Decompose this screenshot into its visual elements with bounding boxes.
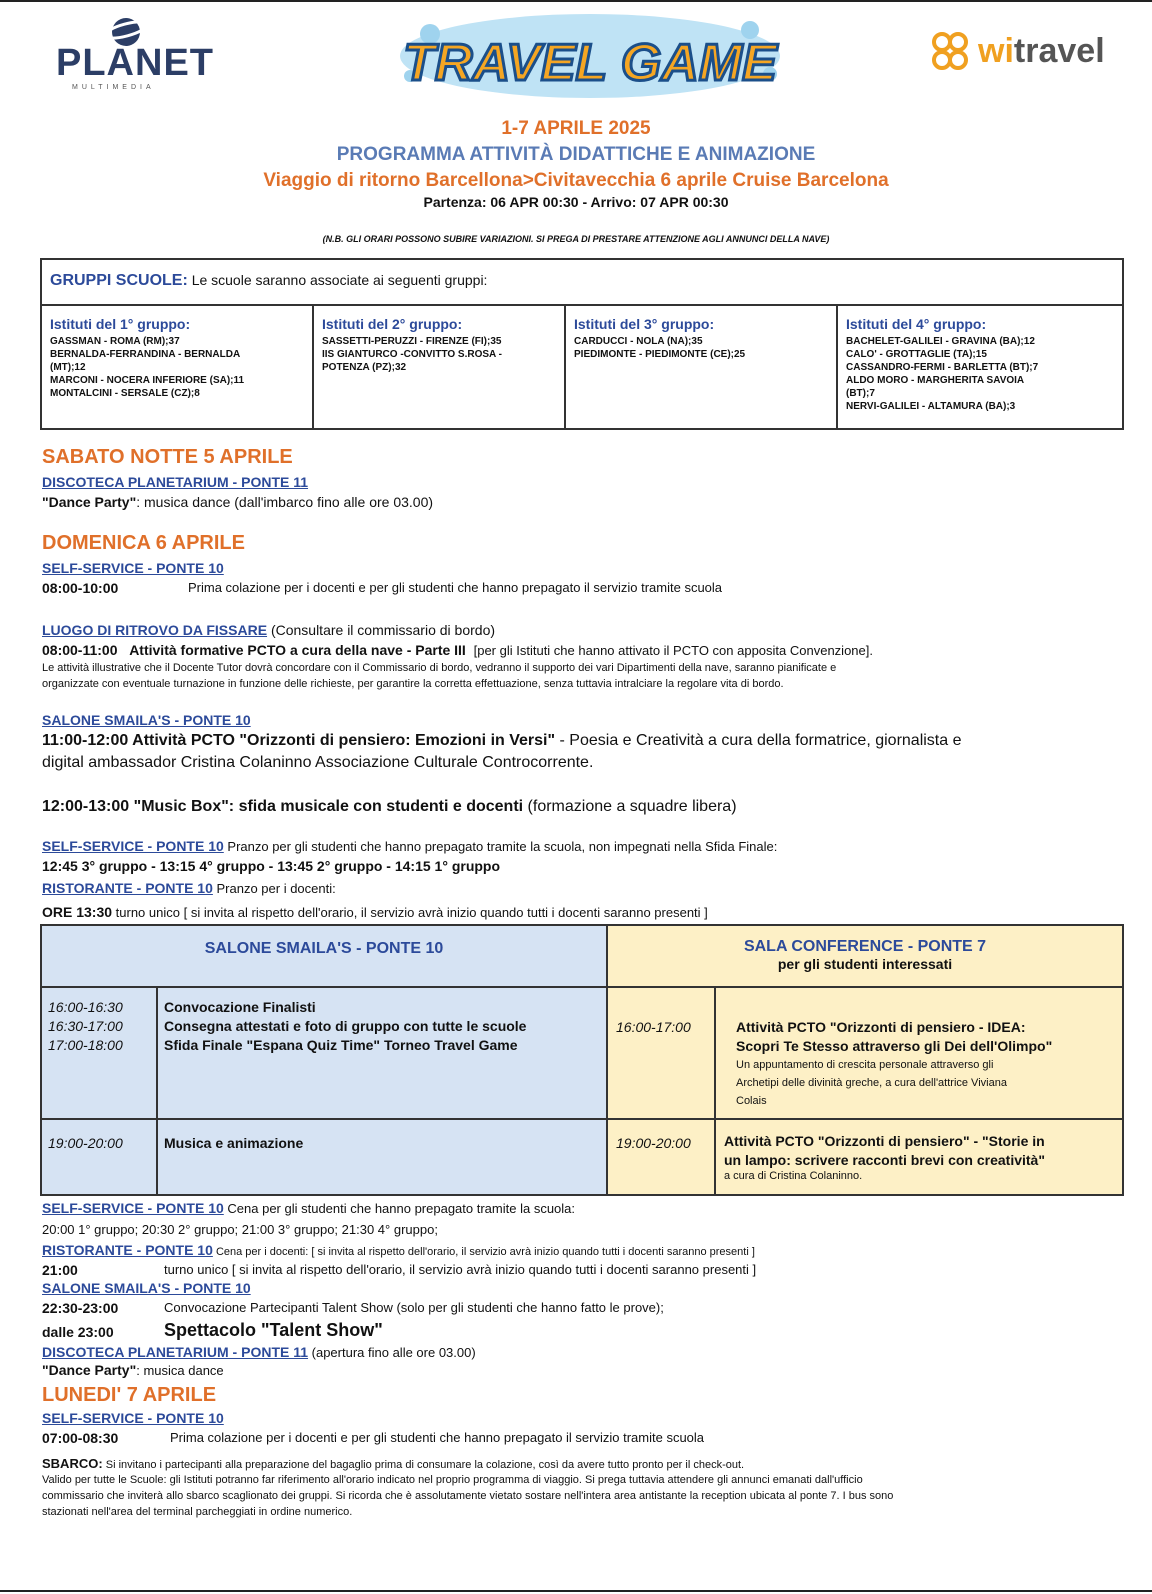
dinner-shifts: 20:00 1° gruppo; 20:30 2° gruppo; 21:00 3° gruppo; 21:30 4° gruppo; bbox=[42, 1222, 438, 1237]
talent-show-title: Spettacolo "Talent Show" bbox=[164, 1320, 383, 1340]
left-times-cell: 16:00-16:30 16:30-17:00 17:00-18:00 bbox=[42, 988, 158, 1120]
venue-self-service-monday: SELF-SERVICE - PONTE 10 bbox=[42, 1410, 224, 1426]
group-2-column: Istituti del 2° gruppo: SASSETTI-PERUZZI - FIRENZE (FI);35 IIS GIANTURCO -CONVITTO S.ROSA - POTENZA (PZ);32 bbox=[322, 316, 503, 373]
dance-party-sat: "Dance Party": musica dance (dall'imbarco fino alle ore 03.00) bbox=[42, 494, 434, 510]
dinner-teachers: RISTORANTE - PONTE 10 Cena per i docenti: [ si invita al rispetto dell'orario, il servizio avrà inizio quando tutti i docenti saranno presenti ] bbox=[42, 1242, 755, 1258]
lunch-teachers: RISTORANTE - PONTE 10 Pranzo per i docenti: bbox=[42, 880, 336, 896]
group-4-column: Istituti del 4° gruppo: BACHELET-GALILEI - GRAVINA (BA);12 CALO' - GROTTAGLIE (TA);15 CASSANDRO-FERMI - BARLETTA (BT);7 ALDO MORO - MARGHERITA SAVOIA (BT);7 NERVI-GALILEI - ALTAMURA (BA);3 bbox=[846, 316, 1039, 412]
day-heading-sunday: DOMENICA 6 APRILE bbox=[42, 532, 245, 554]
dance-party-sun: "Dance Party": musica dance bbox=[42, 1362, 224, 1378]
right-time1-cell: 16:00-17:00 bbox=[608, 988, 716, 1120]
desc-breakfast: Prima colazione per i docenti e per gli studenti che hanno prepagato il servizio tramite scuola bbox=[188, 580, 723, 595]
witravel-logo bbox=[928, 24, 1128, 84]
event-date: 1-7 APRILE 2025 bbox=[501, 118, 651, 139]
music-box-activity: 12:00-13:00 "Music Box": sfida musicale con studenti e docenti (formazione a squadre libera) bbox=[42, 798, 737, 815]
top-border bbox=[0, 0, 1152, 2]
schedule-note: (N.B. GLI ORARI POSSONO SUBIRE VARIAZIONI. SI PREGA DI PRESTARE ATTENZIONE AGLI ANNUNCI DELLA NAVE) bbox=[322, 234, 830, 244]
venue-meeting-point: LUOGO DI RITROVO DA FISSARE (Consultare il commissario di bordo) bbox=[42, 622, 496, 638]
desc-breakfast-monday: Prima colazione per i docenti e per gli studenti che hanno prepagato il servizio tramite scuola bbox=[170, 1430, 705, 1445]
bottom-border bbox=[0, 1590, 1152, 1592]
programme-title: PROGRAMMA ATTIVITÀ DIDATTICHE E ANIMAZIONE bbox=[336, 144, 816, 165]
witravel-travel: travel bbox=[1013, 32, 1105, 70]
pcto-desc-line2: organizzate con eventuale turnazione in funzione delle richieste, per garantire la corretta effettuazione, senza tuttavia intralciare la regolare vita di bordo. bbox=[42, 678, 784, 690]
pcto-desc-line1: Le attività illustrative che il Docente Tutor dovrà concordare con il Commissario di bordo, vedranno il supporto dei vari Dipartimenti della nave, saranno pianificate e bbox=[42, 662, 837, 674]
group-3-column: Istituti del 3° gruppo: CARDUCCI - NOLA (NA);35 PIEDIMONTE - PIEDIMONTE (CE);25 bbox=[574, 316, 746, 360]
time-breakfast-monday: 07:00-08:30 bbox=[42, 1430, 119, 1446]
pcto-ship-activity: 08:00-11:00 Attività formative PCTO a cura della nave - Parte III [per gli Istituti che hanno attivato il PCTO con apposita Convenzione]. bbox=[42, 642, 873, 658]
disembark-line2: Valido per tutte le Scuole: gli Istituti potranno far riferimento all'orario indicato nel proprio programma di viaggio. Si prega tuttavia attendere gli annunci emanati dall'ufficio bbox=[42, 1474, 863, 1486]
right-activity2-cell: Attività PCTO "Orizzonti di pensiero" - "Storie in un lampo: scrivere racconti brevi con creatività" a cura di Cristina Colaninno. bbox=[716, 1120, 1122, 1194]
witravel-wi: wi bbox=[978, 32, 1014, 70]
left-time2-cell: 19:00-20:00 bbox=[42, 1120, 158, 1194]
talent-show-time: dalle 23:00 bbox=[42, 1324, 114, 1340]
venue-self-service-breakfast: SELF-SERVICE - PONTE 10 bbox=[42, 560, 224, 576]
table-right-header: SALA CONFERENCE - PONTE 7 per gli studenti interessati bbox=[608, 926, 1122, 988]
time-breakfast: 08:00-10:00 bbox=[42, 580, 119, 596]
travel-game-title: TRAVEL GAME bbox=[403, 34, 777, 92]
planet-logo bbox=[56, 12, 216, 92]
disembark-line3: commissario che inviterà allo sbarco scaglionato dei gruppi. Si ricorda che è assolutamente vietato sostare nell'intera area antistante la reception ubicata al ponte 7. I bus sono bbox=[42, 1490, 894, 1502]
groups-heading: GRUPPI SCUOLE: Le scuole saranno associate ai seguenti gruppi: bbox=[50, 272, 488, 289]
left-activities-cell: Convocazione Finalisti Consegna attestati e foto di gruppo con tutte le scuole Sfida Finale "Espana Quiz Time" Torneo Travel Game bbox=[158, 988, 608, 1120]
travel-game-logo bbox=[390, 4, 790, 104]
afternoon-activity-table bbox=[40, 924, 1124, 1196]
pcto-poetry-desc: digital ambassador Cristina Colaninno Associazione Culturale Controcorrente. bbox=[42, 754, 594, 771]
witravel-flower-icon bbox=[928, 28, 972, 78]
disembark-line4: stazionati nell'area del terminal parcheggiati in ordine numerico. bbox=[42, 1506, 353, 1518]
right-activity1-cell: Attività PCTO "Orizzonti di pensiero - IDEA: Scopri Te Stesso attraverso gli Dei dell'Olimpo" Un appuntamento di crescita personale attraverso gli Archetipi delle divinità greche, a cura dell'attrice Viviana Colais bbox=[716, 988, 1122, 1120]
lunch-students: SELF-SERVICE - PONTE 10 Pranzo per gli studenti che hanno prepagato tramite la scuola, non impegnati nella Sfida Finale: bbox=[42, 838, 778, 854]
venue-salone-smailas-pm: SALONE SMAILA'S - PONTE 10 bbox=[42, 1280, 251, 1296]
school-groups-box bbox=[40, 258, 1124, 430]
witravel-logo-text bbox=[978, 32, 1105, 71]
lunch-teachers-time: ORE 13:30 turno unico [ si invita al rispetto dell'orario, il servizio avrà inizio quando tutti i docenti saranno presenti ] bbox=[42, 904, 708, 920]
table-left-header: SALONE SMAILA'S - PONTE 10 bbox=[42, 926, 608, 988]
venue-discoteca-sat: DISCOTECA PLANETARIUM - PONTE 11 bbox=[42, 474, 309, 490]
travel-game-splash-icon bbox=[390, 4, 790, 104]
trip-title: Viaggio di ritorno Barcellona>Civitavecchia 6 aprile Cruise Barcelona bbox=[263, 170, 889, 191]
talent-call-desc: Convocazione Partecipanti Talent Show (solo per gli studenti che hanno fatto le prove); bbox=[164, 1300, 664, 1315]
venue-salone-smailas-am: SALONE SMAILA'S - PONTE 10 bbox=[42, 712, 251, 728]
day-heading-monday: LUNEDI' 7 APRILE bbox=[42, 1384, 217, 1406]
talent-call-time: 22:30-23:00 bbox=[42, 1300, 119, 1316]
dinner-students: SELF-SERVICE - PONTE 10 Cena per gli studenti che hanno prepagato tramite la scuola: bbox=[42, 1200, 576, 1216]
disembark-line1: SBARCO: Si invitano i partecipanti alla preparazione del bagaglio prima di consumare la colazione, così da avere tutto pronto per il check-out. bbox=[42, 1456, 745, 1471]
dinner-teachers-time: 21:00 bbox=[42, 1262, 78, 1278]
venue-discoteca-sun: DISCOTECA PLANETARIUM - PONTE 11 (apertura fino alle ore 03.00) bbox=[42, 1344, 476, 1360]
dinner-teachers-desc: turno unico [ si invita al rispetto dell'orario, il servizio avrà inizio quando tutti i docenti saranno presenti ] bbox=[164, 1262, 757, 1277]
planet-logo-text: PLANET bbox=[56, 42, 214, 84]
departure-arrival: Partenza: 06 APR 00:30 - Arrivo: 07 APR 00:30 bbox=[423, 194, 729, 210]
right-time2-cell: 19:00-20:00 bbox=[608, 1120, 716, 1194]
left-activity2-cell: Musica e animazione bbox=[158, 1120, 608, 1194]
lunch-shifts: 12:45 3° gruppo - 13:15 4° gruppo - 13:45 2° gruppo - 14:15 1° gruppo bbox=[42, 858, 501, 874]
group-1-column: Istituti del 1° gruppo: GASSMAN - ROMA (RM);37 BERNALDA-FERRANDINA - BERNALDA (MT);12 MARCONI - NOCERA INFERIORE (SA);11 MONTALCINI - SERSALE (CZ);8 bbox=[50, 316, 245, 399]
planet-logo-subtext: MULTIMEDIA bbox=[72, 84, 155, 91]
day-heading-saturday: SABATO NOTTE 5 APRILE bbox=[42, 446, 293, 468]
pcto-poetry-activity: 11:00-12:00 Attività PCTO "Orizzonti di pensiero: Emozioni in Versi" - Poesia e Creatività a cura della formatrice, giornalista e bbox=[42, 732, 962, 749]
